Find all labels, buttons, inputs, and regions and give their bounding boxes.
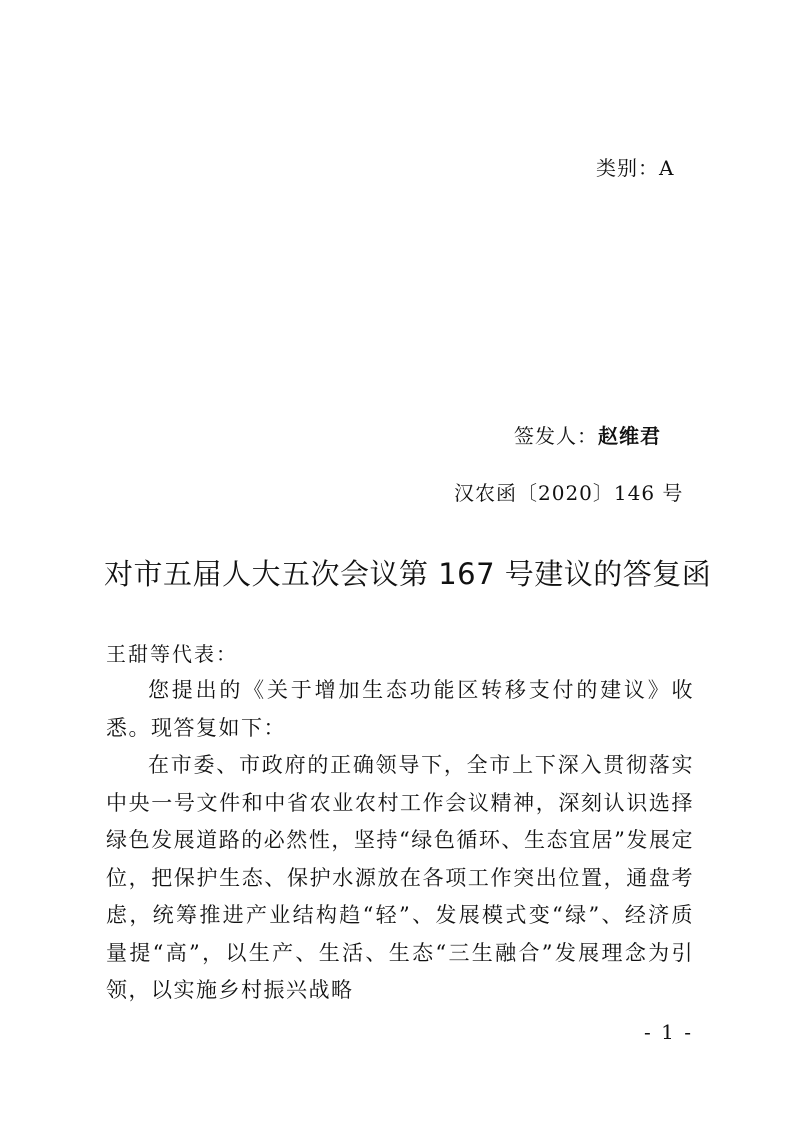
document-signer xyxy=(514,420,661,449)
document-body xyxy=(106,672,694,1010)
signer-name: 赵维君 xyxy=(598,424,661,448)
body-paragraph: 在市委、市政府的正确领导下，全市上下深入贯彻落实中央一号文件和中省农业农村工作会议精神，深刻认识选择绿色发展道路的必然性，坚持“绿色循环、生态宜居”发展定位，把保护生态、保护水源放在各项工作突出位置，通盘考虑，统筹推进产业结构趋“轻”、发展模式变“绿”、经济质量提“高”，以生产、生活、生态“三生融合”发展理念为引领，以实施乡村振兴战略 xyxy=(106,753,694,1002)
body-paragraph: 您提出的《关于增加生态功能区转移支付的建议》收悉。现答复如下： xyxy=(106,678,694,740)
document-number: 汉农函〔2020〕146 号 xyxy=(454,481,684,505)
signer-label: 签发人： xyxy=(514,424,598,448)
category-value: A xyxy=(659,156,675,180)
document-category xyxy=(596,152,674,181)
page-number: - 1 - xyxy=(644,1020,693,1044)
addressee: 王甜等代表： xyxy=(106,642,238,666)
category-label: 类别： xyxy=(596,156,659,180)
document-title: 对市五届人大五次会议第 167 号建议的答复函 xyxy=(104,557,712,591)
